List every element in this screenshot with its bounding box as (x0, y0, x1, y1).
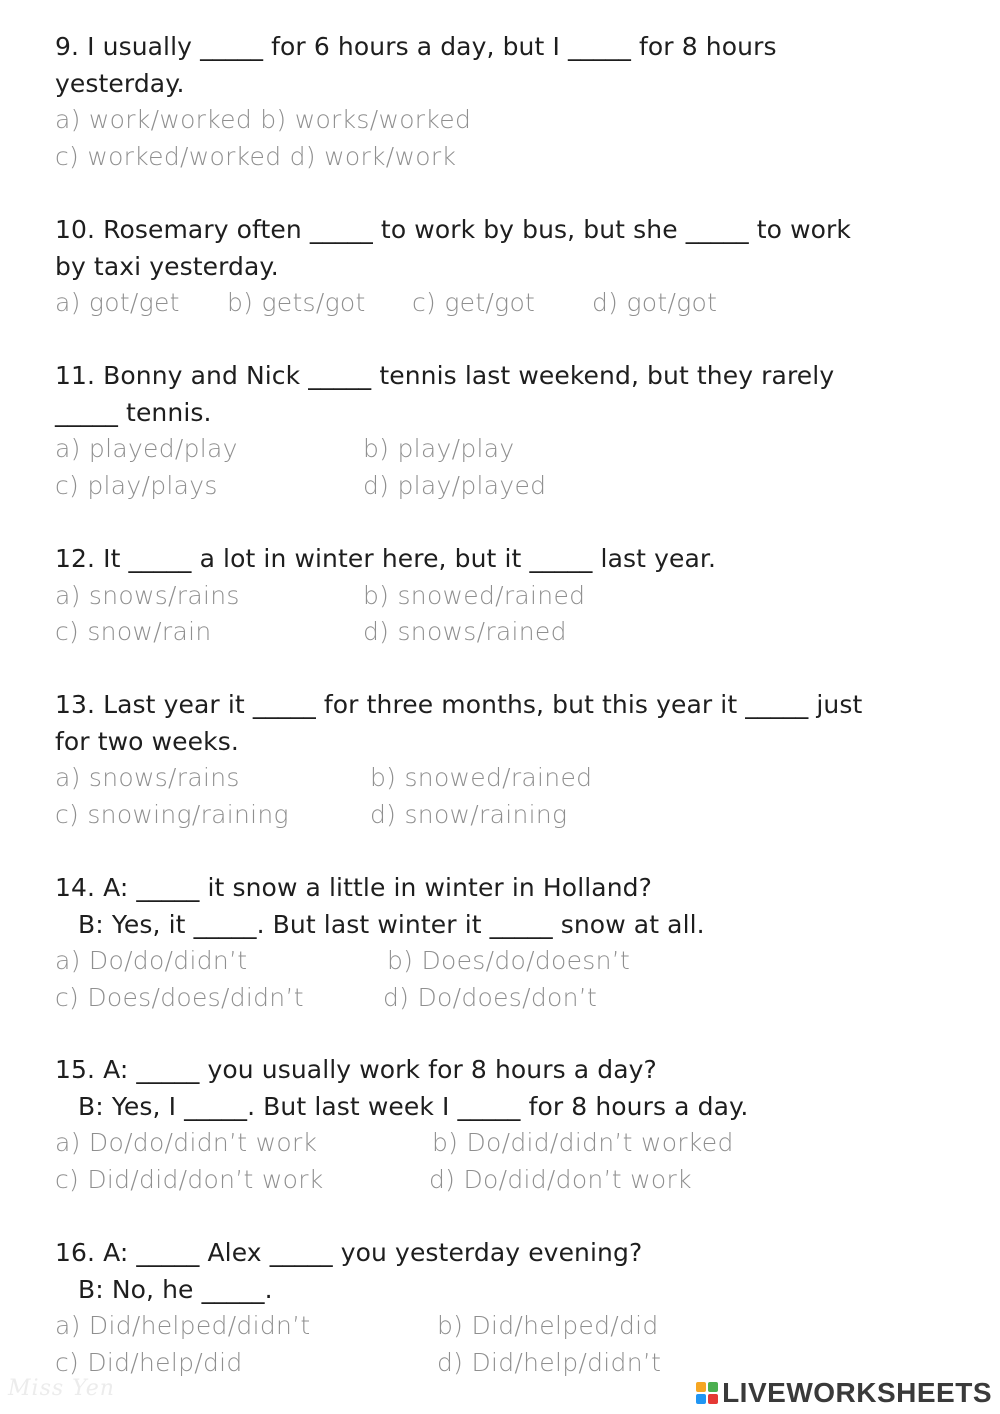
option-c[interactable]: c) Did/did/don’t work (55, 1164, 324, 1194)
options-row (55, 797, 935, 834)
option-a[interactable]: a) Did/helped/didn’t (55, 1311, 311, 1340)
question-text-line: B: Yes, it _____. But last winter it _____ snow at all. (78, 909, 705, 939)
logo-square-2 (708, 1382, 718, 1392)
question-text-line: 14. A: _____ it snow a little in winter in Holland? (55, 873, 652, 902)
options-row (55, 285, 935, 322)
question-13 (55, 687, 935, 833)
options-row (55, 468, 935, 505)
question-text-line: by taxi yesterday. (55, 251, 279, 281)
option-d[interactable]: d) snow/raining (370, 799, 568, 829)
question-text-line: 10. Rosemary often _____ to work by bus, but she _____ to work (55, 215, 852, 244)
liveworksheets-logo-icon (696, 1382, 718, 1404)
options-row (55, 139, 935, 176)
question-text-line: yesterday. (55, 68, 185, 98)
question-text-line: 9. I usually _____ for 6 hours a day, but I _____ for 8 hours (55, 32, 777, 61)
option-d[interactable]: d) Did/help/didn’t (437, 1347, 662, 1377)
option-c[interactable]: c) Does/does/didn’t (55, 982, 304, 1012)
question-16 (55, 1235, 935, 1381)
option-a[interactable]: a) played/play (55, 434, 238, 463)
logo-square-4 (708, 1394, 718, 1404)
question-text-line: 11. Bonny and Nick _____ tennis last weekend, but they rarely (55, 361, 835, 390)
options-row (55, 943, 935, 980)
question-10 (55, 212, 935, 322)
option-a[interactable]: a) Do/do/didn’t work (55, 1128, 318, 1157)
options-row (55, 760, 935, 797)
option-d[interactable]: d) got/got (592, 288, 718, 317)
question-text-line: _____ tennis. (55, 397, 212, 427)
option-d[interactable]: d) Do/does/don’t (383, 982, 598, 1012)
question-14 (55, 870, 935, 1016)
question-9 (55, 29, 935, 175)
option-b[interactable]: b) gets/got (227, 288, 366, 317)
option-d[interactable]: d) Do/did/don’t work (429, 1164, 692, 1194)
option[interactable]: a) work/worked b) works/worked (55, 105, 472, 134)
question-text-line: 12. It _____ a lot in winter here, but it _____ last year. (55, 544, 717, 573)
option-b[interactable]: b) Do/did/didn’t worked (432, 1128, 734, 1157)
options-row (55, 1125, 935, 1162)
logo-square-1 (696, 1382, 706, 1392)
question-text-line: 15. A: _____ you usually work for 8 hours a day? (55, 1055, 657, 1084)
options-row (55, 614, 935, 651)
option-c[interactable]: c) play/plays (55, 470, 218, 500)
option-c[interactable]: c) snow/rain (55, 617, 212, 646)
liveworksheets-brand[interactable] (696, 1377, 992, 1409)
question-15 (55, 1052, 935, 1198)
option-a[interactable]: a) snows/rains (55, 763, 240, 792)
option-d[interactable]: d) snows/rained (363, 617, 567, 646)
options-row (55, 431, 935, 468)
option-c[interactable]: c) snowing/raining (55, 799, 289, 829)
options-row (55, 1162, 935, 1199)
option-b[interactable]: b) snowed/rained (370, 763, 593, 792)
option-a[interactable]: a) snows/rains (55, 580, 240, 610)
options-row (55, 578, 935, 615)
question-text-line: B: No, he _____. (78, 1274, 273, 1304)
option-b[interactable]: b) Did/helped/did (437, 1311, 659, 1340)
options-row (55, 980, 935, 1017)
option-b[interactable]: b) snowed/rained (363, 580, 586, 610)
question-text-line: 16. A: _____ Alex _____ you yesterday evening? (55, 1238, 643, 1267)
question-11 (55, 358, 935, 504)
option-c[interactable]: c) Did/help/did (55, 1347, 243, 1377)
options-row (55, 102, 935, 139)
question-text-line: 13. Last year it _____ for three months, but this year it _____ just (55, 690, 863, 719)
logo-square-3 (696, 1394, 706, 1404)
question-text-line: for two weeks. (55, 726, 239, 756)
option-b[interactable]: b) Does/do/doesn’t (387, 946, 631, 975)
watermark-signature: Miss Yen (8, 1376, 115, 1401)
option-c[interactable]: c) get/got (412, 288, 536, 317)
question-text-line: B: Yes, I _____. But last week I _____ for 8 hours a day. (78, 1091, 749, 1121)
brand-name: LIVEWORKSHEETS (722, 1377, 992, 1408)
options-row (55, 1345, 935, 1382)
question-12 (55, 541, 935, 651)
option[interactable]: c) worked/worked d) work/work (55, 141, 457, 171)
option-a[interactable]: a) got/get (55, 288, 180, 317)
option-b[interactable]: b) play/play (363, 434, 515, 463)
option-d[interactable]: d) play/played (363, 470, 547, 500)
option-a[interactable]: a) Do/do/didn’t (55, 946, 248, 975)
options-row (55, 1308, 935, 1345)
